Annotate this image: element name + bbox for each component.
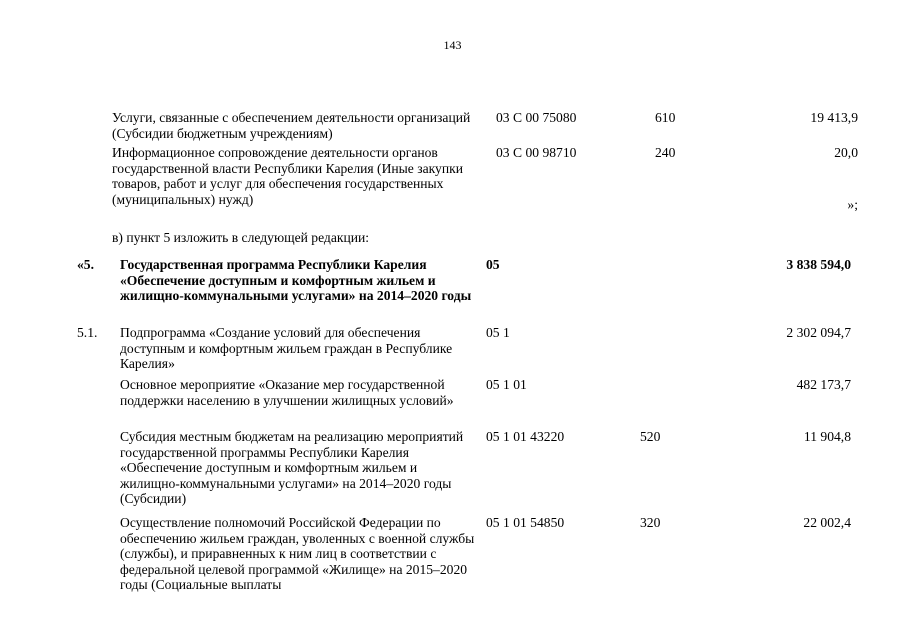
row-code: 03 С 00 98710 (496, 145, 577, 160)
row-code: 05 1 01 54850 (486, 515, 565, 530)
row-amount: 11 904,8 (803, 429, 851, 444)
row-amount: 3 838 594,0 (786, 257, 851, 272)
row-name: Основное мероприятие «Оказание мер государственной поддержки населению в улучшении жилищных условий» (120, 377, 454, 408)
row-amount: 22 002,4 (803, 515, 851, 530)
row-name: Информационное сопровождение деятельности органов государственной власти Республики Карелия (Иные закупки товаров, работ и услуг для обеспечения государственных (муниципальных) нужд) (112, 145, 463, 207)
row-vr: 610 (655, 110, 676, 125)
row-number: «5. (77, 257, 94, 272)
row-name: Осуществление полномочий Российской Федерации по обеспечению жильем граждан, уволенных с военной службы (службы), и приравненных к ним лиц в соответствии с федеральной целевой программой «Жилище» на 2015–2020 годы (Социальные выплаты (120, 515, 475, 593)
row-name: Субсидия местным бюджетам на реализацию мероприятий государственной программы Республики Карелия «Обеспечение доступным и комфортным жильем и жилищно-коммунальными услугами» на 2014–2020 годы (Субсидии) (120, 429, 464, 507)
row-amount: 19 413,9 (810, 110, 858, 125)
row-code: 05 1 (486, 325, 510, 340)
row-code: 05 (486, 257, 500, 272)
row-vr: 520 (640, 429, 661, 444)
row-amount: 20,0 (834, 145, 858, 160)
row-code: 03 С 00 75080 (496, 110, 577, 125)
row-name: Государственная программа Республики Карелия «Обеспечение доступным и комфортным жильем и жилищно-коммунальными услугами» на 2014–2020 годы (120, 257, 472, 304)
closing-quote-mark: »; (847, 197, 858, 212)
row-code: 05 1 01 43220 (486, 429, 565, 444)
row-code: 05 1 01 (486, 377, 527, 392)
amendment-instruction: в) пункт 5 изложить в следующей редакции: (112, 230, 370, 245)
row-vr: 240 (655, 145, 676, 160)
row-amount: 482 173,7 (796, 377, 851, 392)
row-name: Подпрограмма «Создание условий для обеспечения доступным и комфортным жильем граждан в Республике Карелия» (120, 325, 453, 372)
row-name: Услуги, связанные с обеспечением деятельности организаций (Субсидии бюджетным учреждениям) (112, 110, 471, 141)
row-vr: 320 (640, 515, 661, 530)
page-number: 143 (443, 38, 462, 52)
row-amount: 2 302 094,7 (786, 325, 851, 340)
row-number: 5.1. (77, 325, 98, 340)
